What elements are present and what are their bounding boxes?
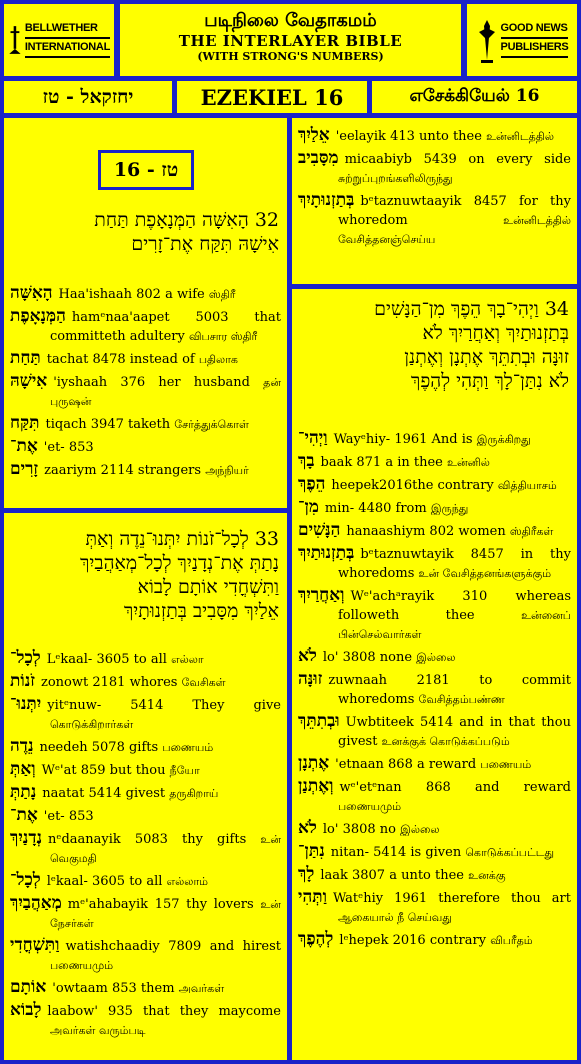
tamil-gloss: விபசார ஸ்திரீ — [189, 330, 258, 343]
transliteration-gloss: lo' 3808 no — [322, 822, 396, 837]
word-entry — [298, 819, 571, 839]
transliteration-gloss: 'eelayik 413 unto thee — [335, 129, 482, 144]
word-entry — [298, 452, 571, 472]
verse-33-panel — [4, 513, 287, 1060]
word-entry — [10, 307, 281, 346]
tamil-gloss: வேசித்தம்பண்ண — [418, 693, 505, 706]
transliteration-gloss: bᵉtaznuwtaayik 8457 for thy whoredom — [338, 194, 571, 228]
hebrew-word: הֵפֶךְ — [298, 474, 326, 494]
hebrew-word: אֵלַיִךְ — [298, 125, 330, 145]
hebrew-word: מִן־ — [298, 497, 319, 517]
logo-right-line1: GOOD NEWS — [501, 21, 569, 39]
word-entry — [10, 372, 281, 411]
verse-34-panel — [292, 289, 577, 1060]
tamil-gloss: அவர்கள் — [178, 982, 225, 995]
tamil-gloss: ஆகையால் நீ செய்வது — [338, 911, 452, 924]
tamil-gloss: உனக்குக் கொடுக்கப்படும் — [381, 735, 510, 748]
tamil-gloss: பணையம் — [162, 741, 214, 754]
book-tamil: எசேக்கியேல் 16 — [372, 81, 577, 113]
transliteration-gloss: needeh 5078 gifts — [39, 740, 159, 755]
word-entry — [10, 695, 281, 734]
word-entry — [10, 414, 281, 434]
hebrew-word: אֶתְנָן — [298, 753, 330, 773]
hebrew-word: נִתַּן־ — [298, 841, 325, 861]
tamil-gloss: பணையம் — [480, 758, 532, 771]
transliteration-gloss: laabow' 935 that they maycome — [47, 1004, 281, 1019]
tamil-gloss: கொடுக்கப்பட்டது — [465, 846, 555, 859]
word-entry — [298, 429, 571, 449]
word-entry — [298, 712, 571, 751]
transliteration-gloss: watishchaadiy 7809 and hirest — [65, 939, 281, 954]
hebrew-word: זֹנוֹת — [10, 671, 35, 691]
tamil-gloss: பணையமும் — [338, 800, 402, 813]
transliteration-gloss: Wᵉ'at 859 but thou — [41, 763, 166, 778]
tamil-gloss: உன்னிடத்தில் வேசித்தனஞ்செய்ய — [338, 214, 571, 246]
transliteration-gloss: lᵉhepek 2016 contrary — [339, 933, 487, 948]
hebrew-word: הַנָּשִׁים — [298, 520, 341, 540]
word-entry — [10, 284, 281, 304]
word-entry — [10, 871, 281, 891]
hebrew-word: וַתִּשְׁחֳדִי — [10, 935, 60, 955]
transliteration-gloss: bᵉtaznuwtayik 8457 in thy whoredoms — [338, 547, 571, 581]
word-entry — [298, 521, 571, 541]
hebrew-word: לְכָל־ — [10, 870, 41, 890]
word-entry — [298, 842, 571, 862]
word-entry — [10, 737, 281, 757]
hebrew-word: נְדָנַיִךְ — [10, 828, 43, 848]
logo-left-line2: INTERNATIONAL — [25, 40, 110, 58]
verse-line: אֵלַיִךְ מִסָּבִיב בְּתַזְנוּתָיִךְ — [123, 600, 279, 622]
word-entry — [298, 930, 571, 950]
hebrew-word: יִתְּנוּ־ — [10, 694, 42, 714]
word-entry — [10, 649, 281, 669]
bellwether-logo — [4, 4, 114, 76]
tamil-gloss: உன்னில் — [447, 456, 490, 469]
transliteration-gloss: Haa'ishaah 802 a wife — [58, 287, 205, 302]
transliteration-gloss: min- 4480 from — [324, 501, 427, 516]
word-entry — [10, 1001, 281, 1040]
transliteration-gloss: zonowt 2181 whores — [41, 675, 178, 690]
hebrew-word: אִישָׁהּ — [10, 371, 48, 391]
hebrew-word: וְאַחֲרַיִךְ — [298, 585, 345, 605]
transliteration-gloss: micaabiyb 5439 on every side — [344, 152, 571, 167]
word-entry — [10, 460, 281, 480]
hebrew-word: תִּקַּח — [10, 413, 40, 433]
transliteration-gloss: heepek2016the contrary — [331, 478, 494, 493]
transliteration-gloss: baak 871 a in thee — [320, 455, 443, 470]
tamil-gloss: வித்தியாசம் — [497, 479, 557, 492]
verse-line: נָתַתְּ אֶת־נְדָנַיִךְ לְכָל־מְאַהֲבַיִךְ — [80, 552, 279, 574]
transliteration-gloss: lᵉkaal- 3605 to all — [46, 874, 163, 889]
word-entry — [10, 760, 281, 780]
hebrew-word: וַיְהִי־ — [298, 428, 328, 448]
verse-33-hebrew — [4, 527, 287, 623]
tamil-gloss: இல்லை — [400, 823, 440, 836]
transliteration-gloss: naatat 5414 givest — [42, 786, 166, 801]
word-entry — [298, 865, 571, 885]
transliteration-gloss: tiqach 3947 taketh — [45, 417, 171, 432]
transliteration-gloss: 'et- 853 — [43, 440, 94, 455]
word-entry — [10, 829, 281, 868]
hebrew-word: וּבְתִתֵּךְ — [298, 711, 340, 731]
hebrew-word: בְּתַזְנוּתַיִךְ — [298, 543, 355, 563]
word-entry — [298, 544, 571, 583]
word-entry — [298, 647, 571, 667]
word-entry — [10, 936, 281, 975]
tamil-gloss: எல்லாம் — [166, 875, 209, 888]
tamil-gloss: எல்லா — [171, 653, 204, 666]
tamil-gloss: வேசிகள் — [181, 676, 226, 689]
verse-33-continuation-panel — [292, 118, 577, 284]
tamil-gloss: பதிலாக — [198, 353, 238, 366]
hebrew-word: לָךְ — [298, 864, 315, 884]
angel-icon — [476, 16, 498, 64]
transliteration-gloss: 'et- 853 — [43, 809, 94, 824]
tamil-gloss: கொடுக்கிறார்கள் — [50, 718, 134, 731]
word-entry — [298, 586, 571, 644]
tamil-gloss: ஸ்திரீ — [208, 288, 236, 301]
book-hebrew: יחזקאל - טז — [4, 81, 172, 113]
hebrew-word: וְאַתְּ — [10, 759, 36, 779]
transliteration-gloss: mᵉ'ahabayik 157 thy lovers — [67, 897, 254, 912]
hebrew-word: אֶת־ — [10, 436, 38, 456]
verse-34-hebrew — [292, 297, 577, 393]
hebrew-word: מִסָּבִיב — [298, 148, 339, 168]
word-entry — [298, 191, 571, 249]
hebrew-word: נָתַתְּ — [10, 782, 37, 802]
hebrew-word: זָרִים — [10, 459, 39, 479]
tamil-gloss: இருக்கிறது — [476, 433, 531, 446]
word-entry — [298, 777, 571, 816]
hebrew-word: זוּנָּה — [298, 669, 323, 689]
hebrew-word: אוֹתָם — [10, 977, 47, 997]
title-tamil: படிநிலை வேதாகமம் — [204, 10, 377, 31]
hebrew-word: לָבוֹא — [10, 1000, 42, 1020]
hebrew-word: וְאֶתְנַן — [298, 776, 334, 796]
word-entry — [10, 672, 281, 692]
transliteration-gloss: 'etnaan 868 a reward — [335, 757, 477, 772]
verse-33-entries — [4, 649, 287, 1040]
hebrew-word: הַמְּנָאָפֶת — [10, 306, 66, 326]
hebrew-word: תַּחַת — [10, 348, 41, 368]
transliteration-gloss: wᵉ'etᵉnan 868 and reward — [339, 780, 571, 795]
transliteration-gloss: Lᵉkaal- 3605 to all — [46, 652, 167, 667]
verse-34-entries — [292, 429, 577, 950]
hebrew-word: הָאִשָּׁה — [10, 283, 53, 303]
transliteration-gloss: Wayᵉhiy- 1961 And is — [333, 432, 473, 447]
tamil-gloss: உன்னைப் பின்செல்வார்கள் — [338, 609, 571, 641]
transliteration-gloss: tachat 8478 instead of — [46, 352, 195, 367]
title-sub: (WITH STRONG'S NUMBERS) — [197, 50, 384, 63]
word-entry — [10, 806, 281, 826]
logo-right-line2: PUBLISHERS — [501, 40, 569, 58]
tamil-gloss: சுற்றுப்புறங்களிலிருந்து — [338, 172, 453, 185]
transliteration-gloss: Watᵉhiy 1961 therefore thou art — [332, 891, 571, 906]
hebrew-word: וַתְּהִי — [298, 887, 327, 907]
tamil-gloss: இருந்து — [430, 502, 469, 515]
transliteration-gloss: nᵉdaanayik 5083 thy gifts — [48, 832, 247, 847]
transliteration-gloss: nitan- 5414 is given — [330, 845, 462, 860]
word-entry — [10, 978, 281, 998]
verse-line: 34 וַיְהִי־בָךְ הֵפֶךְ מִן־הַנָּשִׁים — [374, 298, 569, 320]
word-entry — [298, 754, 571, 774]
verse-line: 33 לְכָל־זֹנוֹת יִתְּנוּ־נֵדֶה וְאַתְּ — [85, 528, 279, 550]
transliteration-gloss: zuwnaah 2181 to commit whoredoms — [328, 673, 571, 707]
hebrew-word: לְכָל־ — [10, 648, 41, 668]
transliteration-gloss: hamᵉnaa'aapet 5003 that committeth adultery — [50, 310, 281, 344]
transliteration-gloss: laak 3807 a unto thee — [320, 868, 464, 883]
continuation-entries — [292, 126, 577, 249]
verse-32-hebrew — [4, 208, 287, 256]
tamil-gloss: இல்லை — [416, 651, 456, 664]
hebrew-word: לְהֶפֶךְ — [298, 929, 334, 949]
verse-32-panel — [4, 118, 287, 508]
tamil-gloss: உனக்கு — [468, 869, 506, 882]
hebrew-word: אֶת־ — [10, 805, 38, 825]
logo-left-line1: BELLWETHER — [25, 21, 110, 39]
hebrew-word: נֵדֶה — [10, 736, 34, 756]
transliteration-gloss: yitᵉnuw- 5414 They give — [47, 698, 281, 713]
hebrew-word: בָךְ — [298, 451, 315, 471]
word-entry — [298, 149, 571, 188]
hebrew-word: לֹא — [298, 646, 317, 666]
tamil-gloss: அவர்கள் வரும்படி — [50, 1024, 146, 1037]
tamil-gloss: தருகிறாய் — [169, 787, 219, 800]
chapter-box: טז - 16 — [98, 150, 194, 190]
verse-line: וַתִּשְׁחֳדִי אוֹתָם לָבוֹא — [137, 576, 279, 598]
word-entry — [10, 894, 281, 933]
tamil-gloss: உன் வேசித்தனங்களுக்கும் — [418, 567, 552, 580]
tamil-gloss: பணையமும் — [50, 959, 114, 972]
tamil-gloss: உன் நேசர்கள் — [50, 898, 281, 930]
tamil-gloss: நீயோ — [169, 764, 200, 777]
hebrew-word: בְּתַזְנוּתָיִךְ — [298, 190, 355, 210]
book-english: EZEKIEL 16 — [177, 81, 367, 113]
tamil-gloss: விபரீதம் — [490, 934, 533, 947]
transliteration-gloss: lo' 3808 none — [322, 650, 413, 665]
transliteration-gloss: Uwbtiteek 5414 and in that thou givest — [338, 715, 571, 749]
word-entry — [10, 437, 281, 457]
hebrew-word: מְאַהֲבַיִךְ — [10, 893, 62, 913]
verse-line: 32 הָאִשָּׁה הַמְּנָאָפֶת תַּחַת — [94, 209, 279, 231]
word-entry — [10, 783, 281, 803]
tamil-gloss: உன்னிடத்தில் — [486, 130, 554, 143]
tamil-gloss: அந்நியர் — [205, 464, 249, 477]
transliteration-gloss: hanaashiym 802 women — [346, 524, 506, 539]
transliteration-gloss: 'owtaam 853 them — [52, 981, 175, 996]
good-news-logo — [467, 4, 577, 76]
verse-32-entries — [4, 284, 287, 480]
word-entry — [298, 888, 571, 927]
tamil-gloss: தன் புருஷன் — [50, 376, 281, 408]
verse-line: לֹא נִתַּן־לָךְ וַתְּהִי לְהֶפֶךְ — [411, 370, 569, 392]
tamil-gloss: உன் வெகுமதி — [50, 833, 281, 865]
word-entry — [298, 126, 571, 146]
transliteration-gloss: Wᵉ'achᵃrayik 310 whereas followeth thee — [338, 589, 571, 623]
transliteration-gloss: zaariym 2114 strangers — [44, 463, 202, 478]
transliteration-gloss: 'iyshaah 376 her husband — [53, 375, 250, 390]
bible-title-block — [120, 4, 461, 76]
word-entry — [298, 670, 571, 709]
verse-line: בְּתַזְנוּתַיִךְ וְאַחֲרַיִךְ לֹא — [422, 322, 569, 344]
word-entry — [298, 498, 571, 518]
verse-line: זוּנָּה וּבְתִתֵּךְ אֶתְנָן וְאֶתְנַן — [404, 346, 569, 368]
word-entry — [298, 475, 571, 495]
hebrew-word: לֹא — [298, 818, 317, 838]
verse-line: אִישָׁהּ תִּקַּח אֶת־זָרִים — [131, 233, 279, 255]
cross-monument-icon — [8, 16, 22, 64]
title-main: THE INTERLAYER BIBLE — [178, 32, 403, 50]
word-entry — [10, 349, 281, 369]
tamil-gloss: சேர்த்துக்கொள் — [174, 418, 249, 431]
tamil-gloss: ஸ்திரீகள் — [509, 525, 554, 538]
